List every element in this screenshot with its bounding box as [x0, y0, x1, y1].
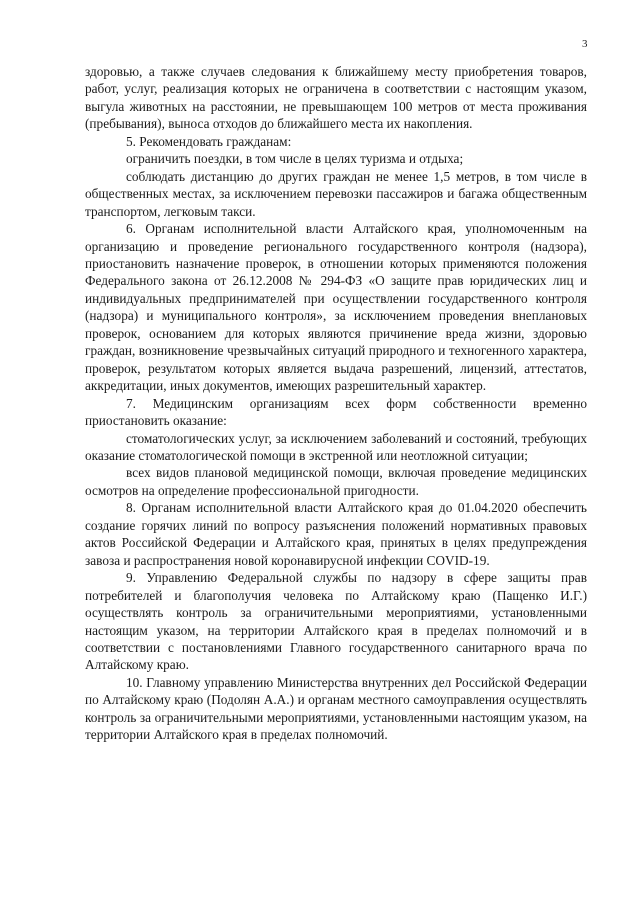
paragraph-item-5-limit-trips: ограничить поездки, в том числе в целях туризма и отдыха;	[126, 151, 464, 167]
page-number: 3	[582, 38, 588, 50]
document-body	[85, 63, 587, 744]
paragraph-item-8: 8. Органам исполнительной власти Алтайского края до 01.04.2020 обеспечить создание горячих линий по вопросу разъяснения положений нормативных правовых актов Российской Федерации и Алтайского края, принятых в целях предупреждения завоза и распространения новой коронавирусной инфекции COVID-19.	[85, 500, 587, 568]
paragraph-item-6: 6. Органам исполнительной власти Алтайского края, уполномоченным на организацию и проведение регионального государственного контроля (надзора), приостановить назначение проверок, в отношении которых применяются положения Федерального закона от 26.12.2008 № 294-ФЗ «О защите прав юридических лиц и индивидуальных предпринимателей при осуществлении государственного контроля (надзора) и муниципального контроля», за исключением проведения внеплановых проверок, основанием для которых являются причинение вреда жизни, здоровью граждан, возникновение чрезвычайных ситуаций природного и техногенного характера, проверок, результатом которых является выдача разрешений, лицензий, аттестатов, аккредитации, иных документов, имеющих разрешительный характер.	[85, 221, 587, 394]
paragraph-item-5-heading: 5. Рекомендовать гражданам:	[126, 133, 292, 149]
paragraph-continuation: здоровью, а также случаев следования к ближайшему месту приобретения товаров, работ, услуг, реализация которых не ограничена в соответствии с настоящим указом, выгула животных на расстоянии, не превышающем 100 метров от места проживания (пребывания), выноса отходов до ближайшего места их накопления.	[85, 64, 587, 132]
paragraph-item-5-distance: соблюдать дистанцию до других граждан не менее 1,5 метров, в том числе в общественных местах, за исключением перевозки пассажиров и багажа общественным транспортом, легковым такси.	[85, 168, 587, 219]
paragraph-item-7-planned-care: всех видов плановой медицинской помощи, включая проведение медицинских осмотров на определение профессиональной пригодности.	[85, 465, 587, 498]
paragraph-item-7-heading: 7. Медицинским организациям всех форм собственности временно приостановить оказание:	[85, 395, 587, 429]
paragraph-item-9: 9. Управлению Федеральной службы по надзору в сфере защиты прав потребителей и благополучия человека по Алтайскому краю (Пащенко И.Г.) осуществлять контроль за ограничительными мероприятиями, установленными настоящим указом, на территории Алтайского края в пределах полномочий и в соответствии с постановлениями Главного государственного санитарного врача по Алтайскому краю.	[85, 570, 587, 673]
paragraph-item-10: 10. Главному управлению Министерства внутренних дел Российской Федерации по Алтайскому краю (Подолян А.А.) и органам местного самоуправления осуществлять контроль за ограничительными мероприятиями, установленными настоящим указом, на территории Алтайского края в пределах полномочий.	[85, 674, 587, 743]
paragraph-item-7-dental: стоматологических услуг, за исключением заболеваний и состояний, требующих оказание стоматологической помощи в экстренной или неотложной ситуации;	[85, 430, 587, 463]
